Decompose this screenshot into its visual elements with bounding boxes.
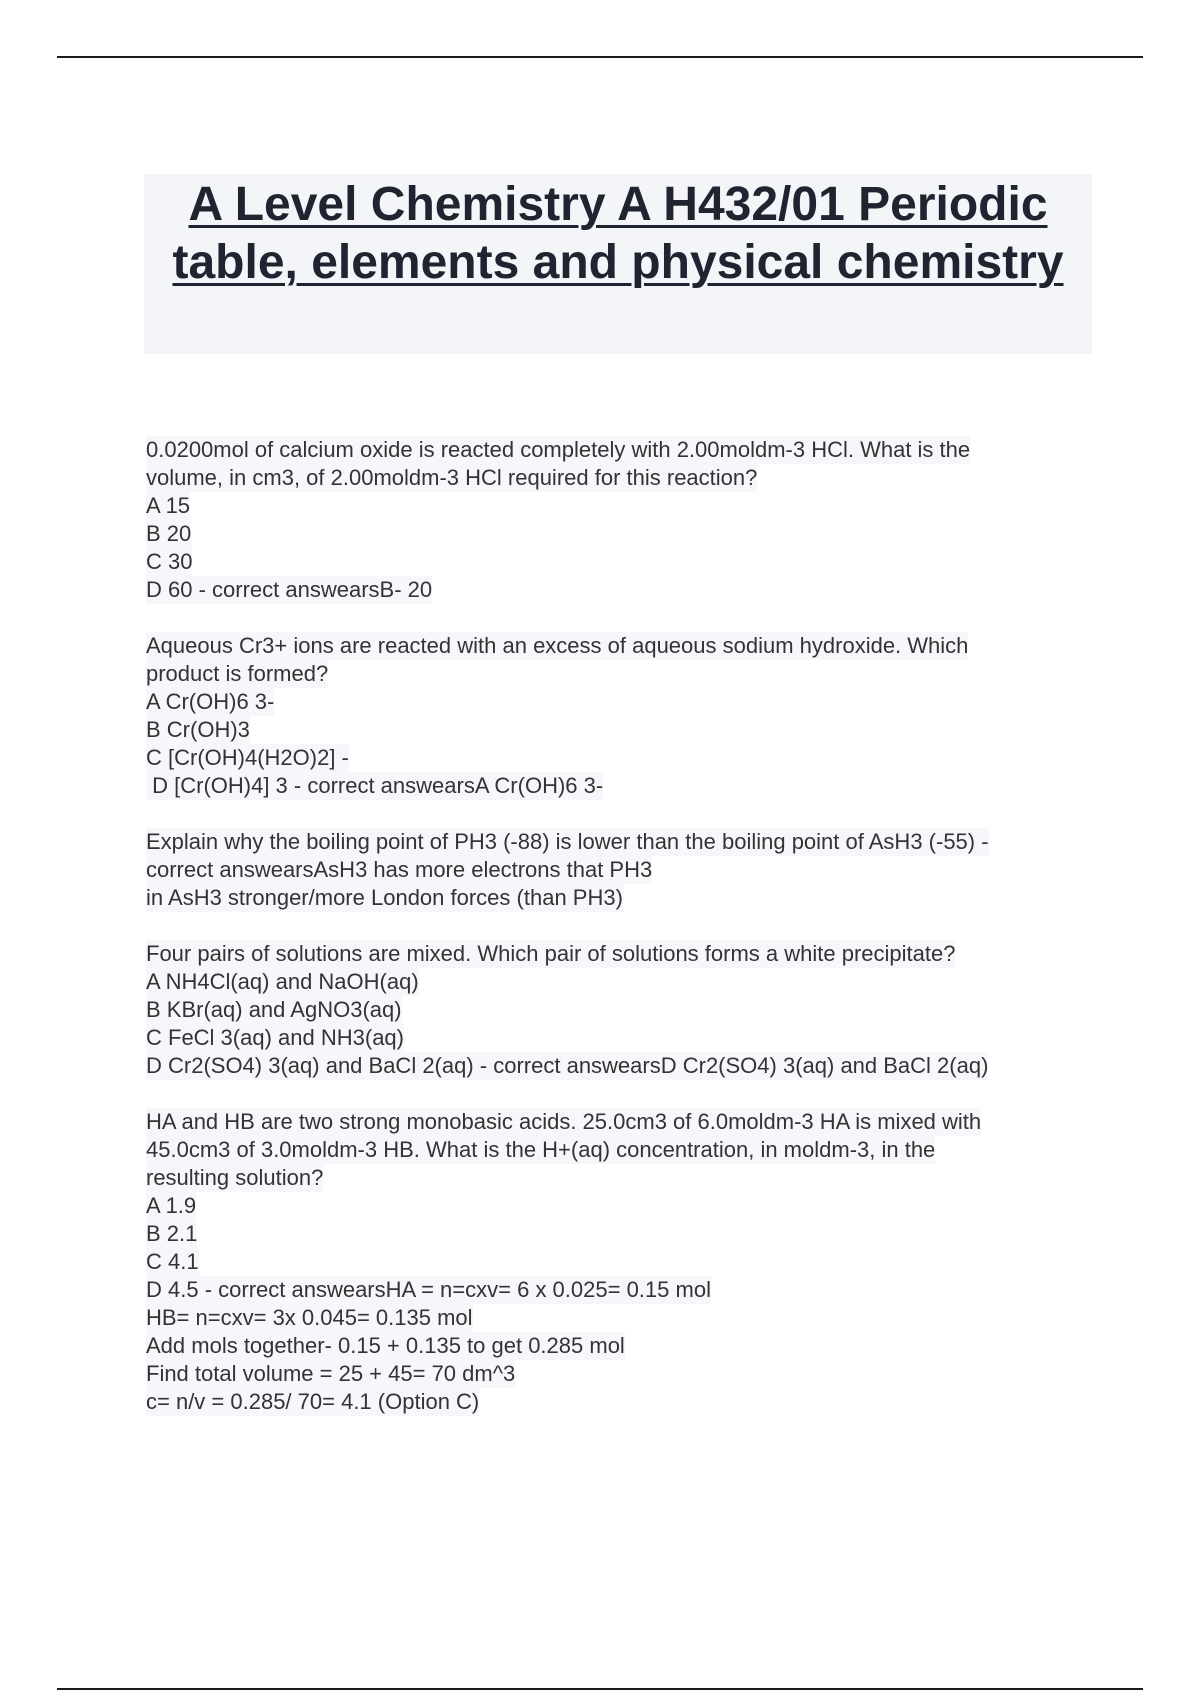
question-line: Four pairs of solutions are mixed. Which pair of solutions forms a white precipitate? — [146, 941, 956, 966]
working-line: Find total volume = 25 + 45= 70 dm^3 — [146, 1361, 516, 1386]
answer-option: B Cr(OH)3 — [146, 717, 250, 742]
working-line: c= n/v = 0.285/ 70= 4.1 (Option C) — [146, 1389, 480, 1414]
answer-option-with-correct-answer: D 4.5 - correct answearsHA = n=cxv= 6 x 0.025= 0.15 mol — [146, 1277, 711, 1302]
document-title: A Level Chemistry A H432/01 Periodic table, elements and physical chemistry — [172, 178, 1064, 289]
question-line: 0.0200mol of calcium oxide is reacted completely with 2.00moldm-3 HCl. What is the — [146, 437, 971, 462]
question-entry-1 — [146, 436, 1106, 604]
answer-option: B 20 — [146, 521, 192, 546]
question-entry-3 — [146, 828, 1106, 912]
question-list — [146, 436, 1106, 1444]
top-divider — [57, 56, 1143, 58]
correct-answer-line: correct answearsAsH3 has more electrons that PH3 — [146, 857, 653, 882]
working-line: Add mols together- 0.15 + 0.135 to get 0.285 mol — [146, 1333, 625, 1358]
answer-option: A NH4Cl(aq) and NaOH(aq) — [146, 969, 419, 994]
answer-option: B KBr(aq) and AgNO3(aq) — [146, 997, 402, 1022]
question-entry-2 — [146, 632, 1106, 800]
question-line: 45.0cm3 of 3.0moldm-3 HB. What is the H+(aq) concentration, in moldm-3, in the — [146, 1137, 936, 1162]
question-line: Explain why the boiling point of PH3 (-88) is lower than the boiling point of AsH3 (-55) - — [146, 829, 989, 854]
answer-option: C FeCl 3(aq) and NH3(aq) — [146, 1025, 404, 1050]
question-line: Aqueous Cr3+ ions are reacted with an excess of aqueous sodium hydroxide. Which — [146, 633, 969, 658]
bottom-divider — [57, 1688, 1143, 1690]
question-entry-5 — [146, 1108, 1106, 1416]
working-line: HB= n=cxv= 3x 0.045= 0.135 mol — [146, 1305, 473, 1330]
question-line: product is formed? — [146, 661, 329, 686]
answer-option: A Cr(OH)6 3- — [146, 689, 275, 714]
title-block — [144, 174, 1092, 354]
answer-option: A 15 — [146, 493, 191, 518]
answer-option: C [Cr(OH)4(H2O)2] - — [146, 745, 349, 770]
answer-option: C 30 — [146, 549, 193, 574]
question-entry-4 — [146, 940, 1106, 1080]
correct-answer-line: in AsH3 stronger/more London forces (than PH3) — [146, 885, 623, 910]
question-line: volume, in cm3, of 2.00moldm-3 HCl required for this reaction? — [146, 465, 758, 490]
answer-option-with-correct-answer: D Cr2(SO4) 3(aq) and BaCl 2(aq) - correct answearsD Cr2(SO4) 3(aq) and BaCl 2(aq) — [146, 1053, 989, 1078]
answer-option: B 2.1 — [146, 1221, 198, 1246]
answer-option: A 1.9 — [146, 1193, 197, 1218]
question-line: resulting solution? — [146, 1165, 324, 1190]
answer-option: C 4.1 — [146, 1249, 199, 1274]
question-line: HA and HB are two strong monobasic acids. 25.0cm3 of 6.0moldm-3 HA is mixed with — [146, 1109, 982, 1134]
answer-option-with-correct-answer: D 60 - correct answearsB- 20 — [146, 577, 433, 602]
answer-option-with-correct-answer: D [Cr(OH)4] 3 - correct answearsA Cr(OH)6 3- — [146, 773, 604, 798]
